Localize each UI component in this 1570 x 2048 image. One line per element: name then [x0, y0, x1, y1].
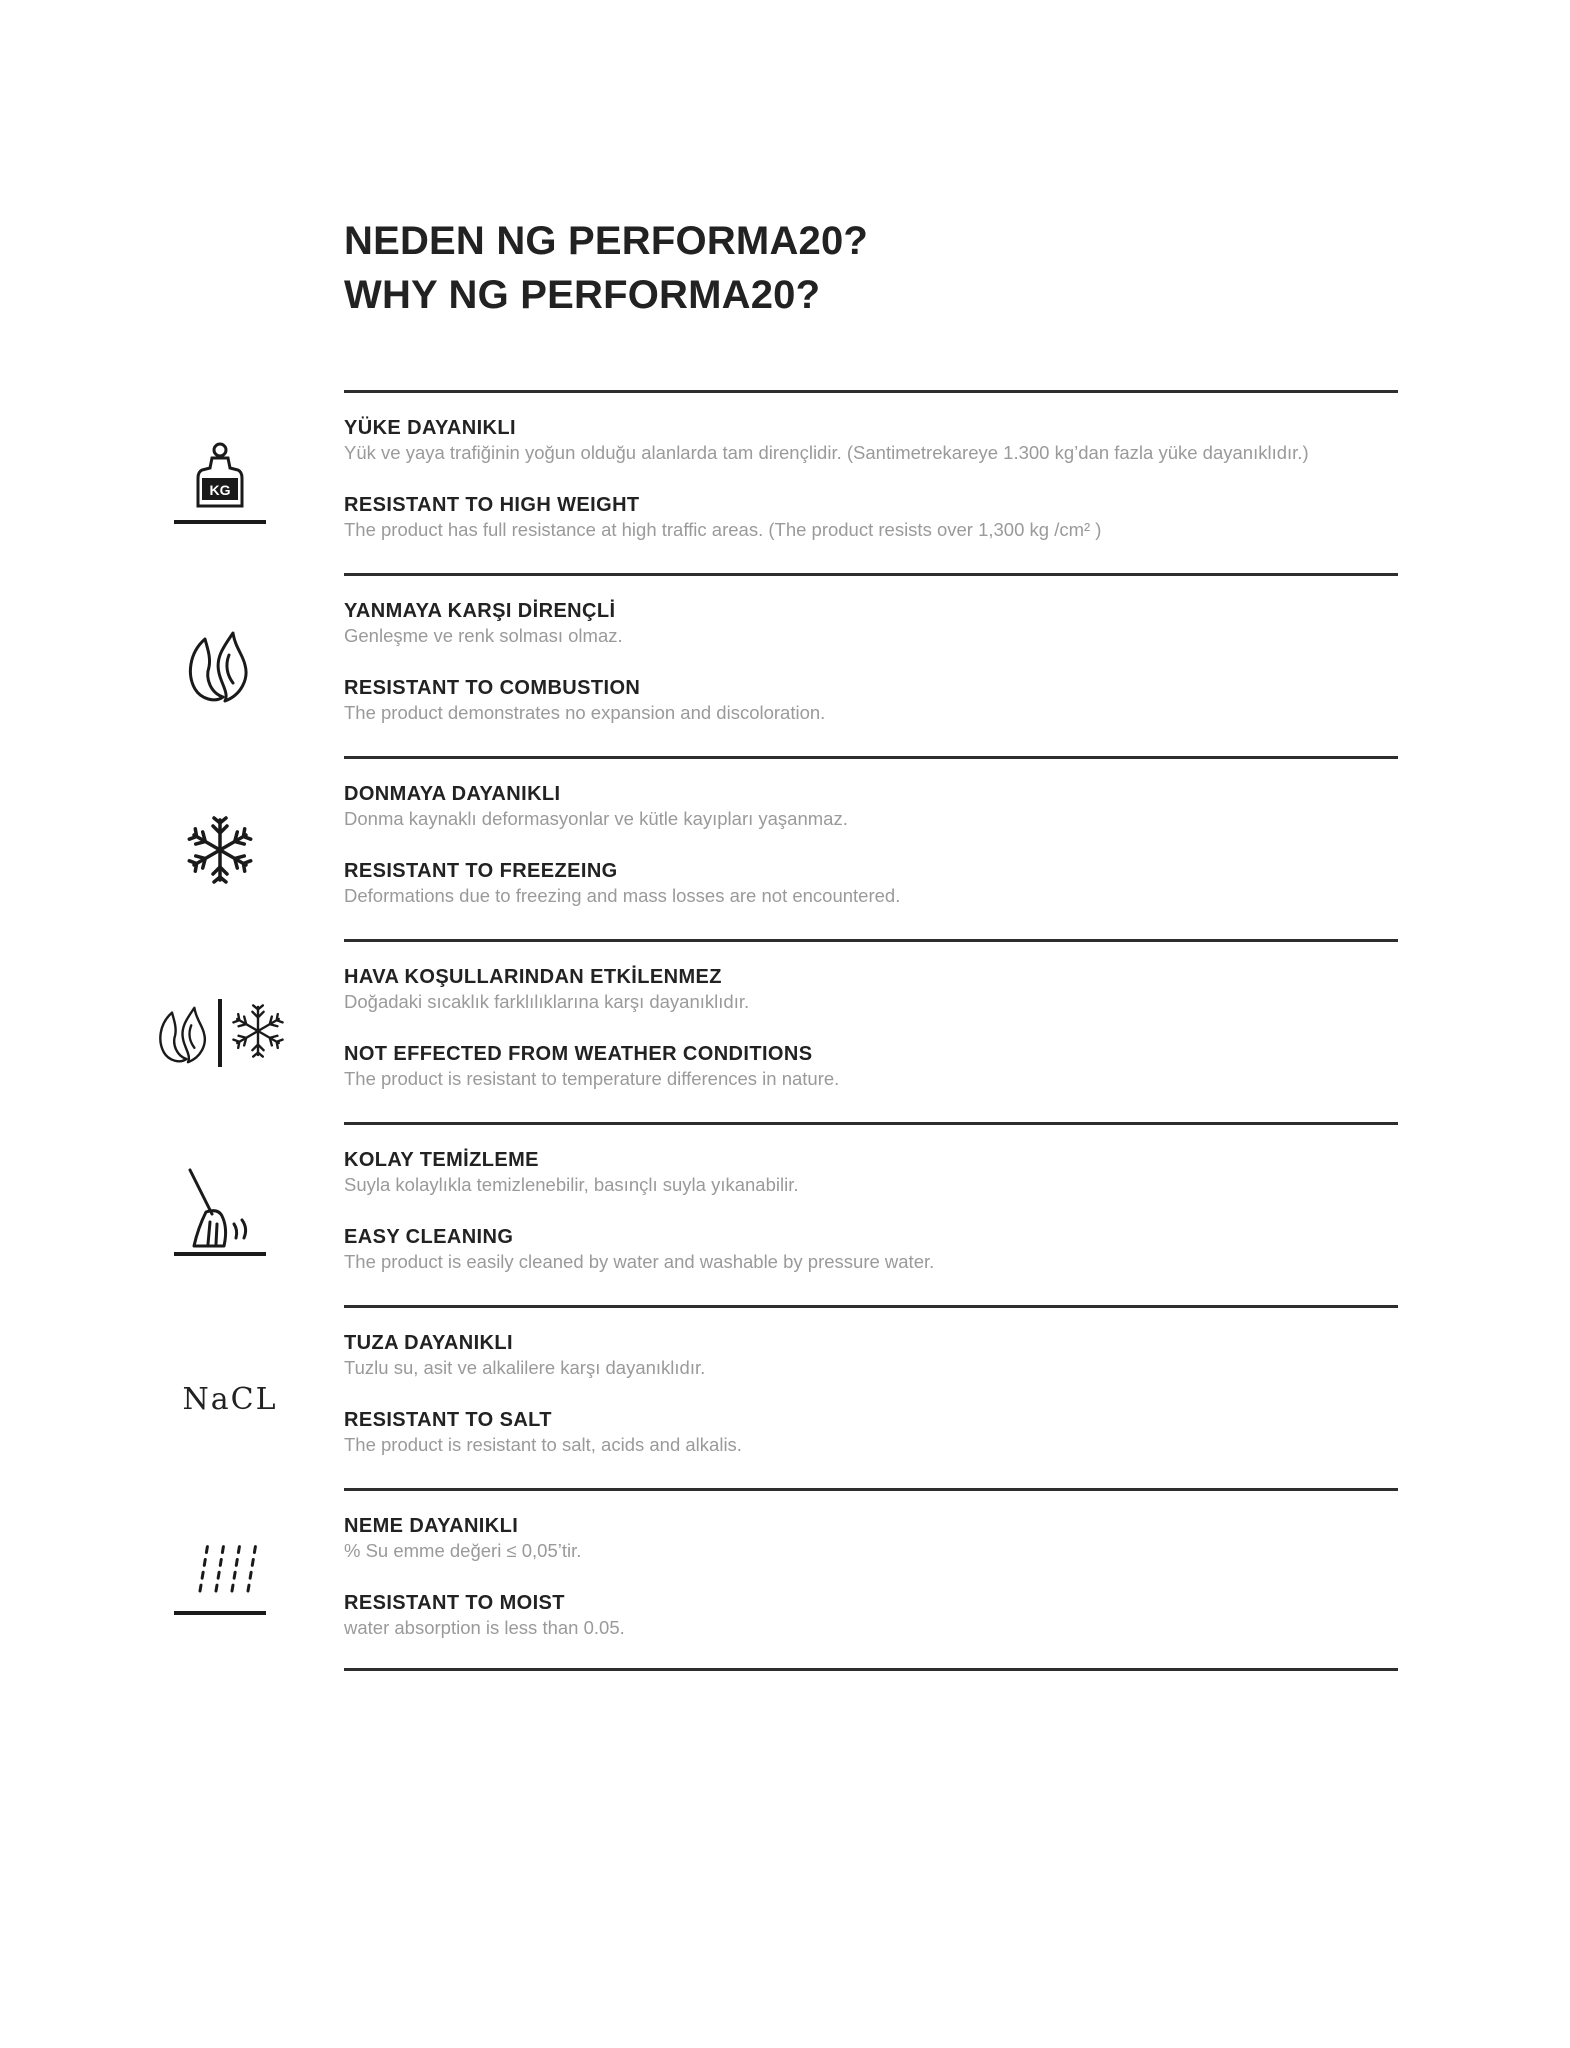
- feature-desc-en: water absorption is less than 0.05.: [344, 1617, 625, 1638]
- feature-desc-en: The product is resistant to salt, acids and alkalis.: [344, 1434, 742, 1455]
- feature-desc-tr: Doğadaki sıcaklık farklılıklarına karşı dayanıklıdır.: [344, 991, 750, 1012]
- feature-heading-tr: KOLAY TEMİZLEME: [344, 1149, 539, 1171]
- nacl-icon: [174, 1343, 286, 1455]
- feature-heading-tr: NEME DAYANIKLI: [344, 1515, 519, 1537]
- mop-icon: [164, 1160, 276, 1272]
- flame-icon: [164, 611, 276, 723]
- feature-row-combustion: [344, 573, 1398, 756]
- rain-moisture-icon: [164, 1526, 276, 1638]
- page-title-en: WHY NG PERFORMA20?: [344, 273, 821, 317]
- feature-row-salt: [182, 1305, 1398, 1488]
- page-title: [344, 214, 1394, 322]
- snowflake-icon: [164, 794, 276, 906]
- weight-kg-icon: [164, 428, 276, 540]
- feature-desc-tr: Suyla kolaylıkla temizlenebilir, basınçlı suyla yıkanabilir.: [344, 1174, 799, 1195]
- feature-row-cleaning: [344, 1122, 1398, 1305]
- feature-heading-en: RESISTANT TO SALT: [344, 1409, 552, 1431]
- feature-desc-en: The product is resistant to temperature differences in nature.: [344, 1068, 840, 1089]
- feature-heading-en: EASY CLEANING: [344, 1226, 514, 1248]
- feature-heading-tr: YANMAYA KARŞI DİRENÇLİ: [344, 600, 616, 622]
- kg-label: KG: [209, 482, 231, 498]
- flame-snowflake-icon: [154, 977, 286, 1089]
- feature-desc-en: The product has full resistance at high traffic areas. (The product resists over 1,300 kg /cm² ): [344, 519, 1102, 540]
- feature-desc-en: The product demonstrates no expansion and discoloration.: [344, 702, 826, 723]
- feature-heading-tr: HAVA KOŞULLARINDAN ETKİLENMEZ: [344, 966, 722, 988]
- nacl-label: NaCL: [182, 1381, 278, 1417]
- feature-heading-tr: YÜKE DAYANIKLI: [344, 417, 516, 439]
- feature-desc-tr: Tuzlu su, asit ve alkalilere karşı dayanıklıdır.: [344, 1357, 706, 1378]
- feature-heading-en: RESISTANT TO MOIST: [344, 1592, 565, 1614]
- feature-heading-tr: TUZA DAYANIKLI: [344, 1332, 513, 1354]
- feature-heading-en: RESISTANT TO FREEZEING: [344, 860, 618, 882]
- feature-desc-en: Deformations due to freezing and mass losses are not encountered.: [344, 885, 901, 906]
- feature-desc-tr: Genleşme ve renk solması olmaz.: [344, 625, 623, 646]
- feature-row-weight: [209, 390, 1398, 573]
- feature-heading-en: NOT EFFECTED FROM WEATHER CONDITIONS: [344, 1043, 813, 1065]
- feature-desc-tr: Donma kaynaklı deformasyonlar ve kütle kayıpları yaşanmaz.: [344, 808, 848, 829]
- feature-row-weather: [344, 939, 1398, 1122]
- feature-list: [0, 390, 1570, 1671]
- feature-heading-tr: DONMAYA DAYANIKLI: [344, 783, 561, 805]
- feature-row-freezing: [344, 756, 1398, 939]
- page-title-tr: NEDEN NG PERFORMA20?: [344, 219, 869, 263]
- feature-heading-en: RESISTANT TO COMBUSTION: [344, 677, 641, 699]
- feature-row-moisture: [344, 1488, 1398, 1671]
- feature-desc-tr: Yük ve yaya trafiğinin yoğun olduğu alanlarda tam dirençlidir. (Santimetrekareye 1.300 kg’dan fazla yüke dayanıklıdır.): [344, 442, 1309, 463]
- feature-heading-en: RESISTANT TO HIGH WEIGHT: [344, 494, 640, 516]
- feature-desc-en: The product is easily cleaned by water and washable by pressure water.: [344, 1251, 935, 1272]
- feature-desc-tr: % Su emme değeri ≤ 0,05’tir.: [344, 1540, 582, 1561]
